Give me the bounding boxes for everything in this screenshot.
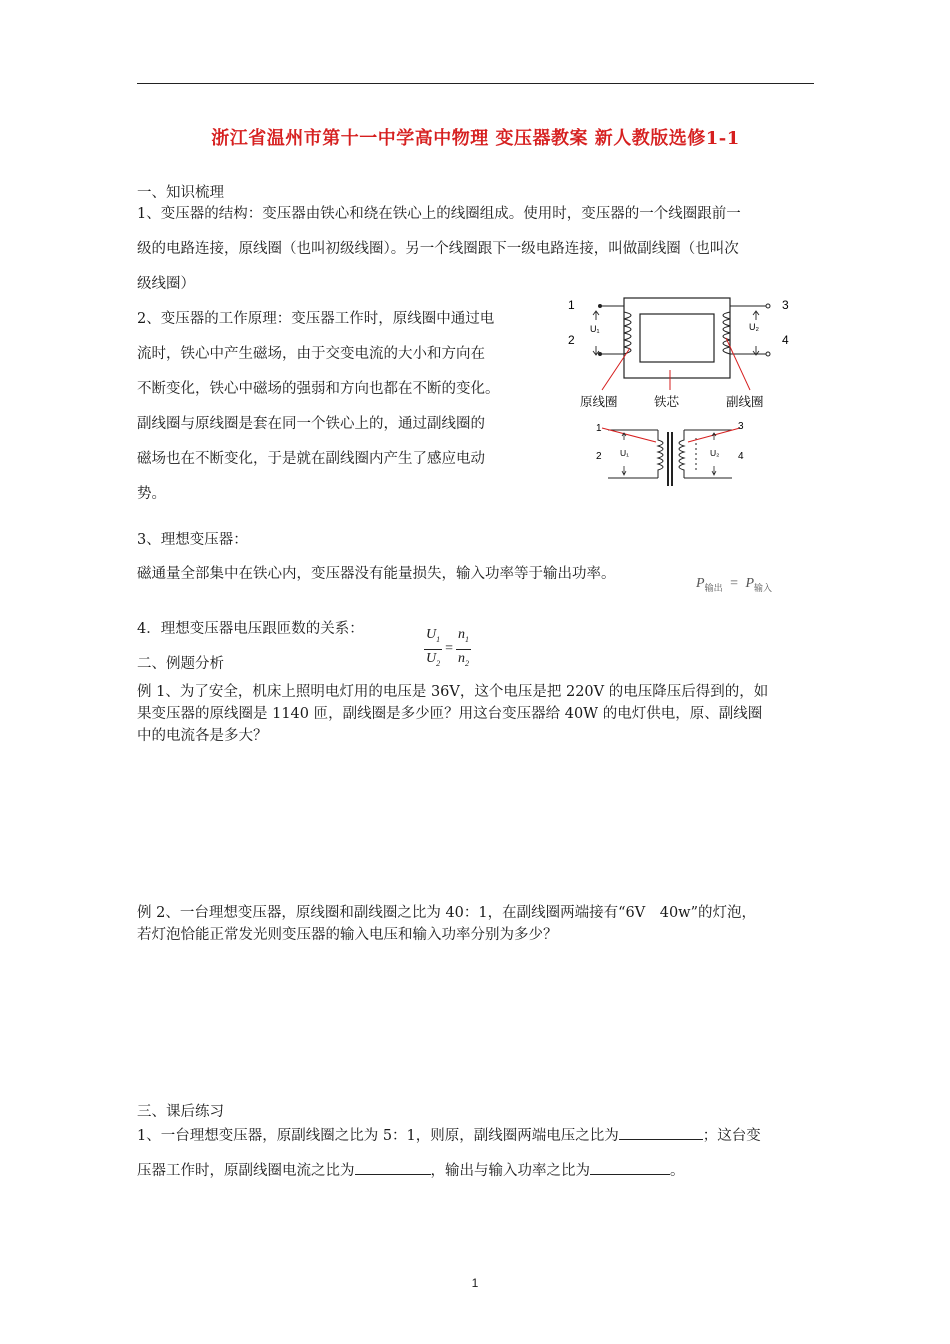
text-line: 1、变压器的结构：变压器由铁心和绕在铁心上的线圈组成。使用时，变压器的一个线圈跟前一: [137, 206, 741, 222]
voltage-label-u2: U₂: [749, 322, 759, 332]
exercise-text: 压器工作时，原副线圈电流之比为: [137, 1163, 355, 1179]
section-heading-examples: 二、例题分析: [137, 656, 224, 672]
ideal-transformer-text: 磁通量全部集中在铁心内，变压器没有能量损失，输入功率等于输出功率。: [137, 566, 616, 582]
terminal-label-2: 2: [568, 333, 575, 347]
eq-symbol: n: [458, 650, 466, 666]
eq-sign: =: [445, 641, 454, 657]
terminal-4-dot: [766, 352, 770, 356]
schematic-terminal-1: 1: [596, 423, 602, 434]
exercise-text: ，输出与输入功率之比为: [430, 1163, 590, 1179]
exercise-1: [137, 1119, 827, 1189]
voltage-turns-relation: 4．理想变压器电压跟匝数的关系：: [137, 621, 364, 637]
primary-coil: [600, 306, 631, 354]
terminal-label-1: 1: [568, 298, 575, 312]
document-title: 浙江省温州市第十一中学高中物理 变压器教案 新人教版选修1-1: [211, 128, 740, 149]
label-primary-coil: 原线圈: [580, 395, 618, 409]
answer-blank-voltage-ratio[interactable]: [619, 1125, 703, 1140]
example-2: [137, 902, 827, 946]
text-line: 若灯泡恰能正常发光则变压器的输入电压和输入功率分别为多少？: [137, 927, 558, 943]
eq-subscript: 2: [436, 658, 441, 668]
paragraph-structure: [137, 197, 827, 302]
text-line: 副线圈与原线圈是套在同一个铁心上的，通过副线圈的: [137, 416, 485, 432]
text-line: 流时，铁心中产生磁场，由于交变电流的大小和方向在: [137, 346, 485, 362]
fraction-voltage: [424, 626, 442, 673]
text-line: [137, 1119, 827, 1154]
terminal-label-3: 3: [782, 298, 789, 312]
eq-subscript: 输入: [754, 582, 773, 593]
eq-sign: =: [730, 576, 738, 591]
schematic-terminal-2: 2: [596, 451, 602, 462]
schematic-voltage-u2: U₂: [710, 448, 720, 458]
text-line: 磁场也在不断变化，于是就在副线圈内产生了感应电动: [137, 451, 485, 467]
eq-symbol: P: [696, 576, 705, 591]
eq-symbol: n: [458, 627, 466, 642]
ideal-transformer-heading: 3、理想变压器：: [137, 532, 248, 548]
text-line: 例 2、一台理想变压器，原线圈和副线圈之比为 40：1，在副线圈两端接有“6V 40w”的灯泡，: [137, 905, 757, 921]
terminal-1-dot: [598, 304, 602, 308]
text-line: 例 1、为了安全，机床上照明电灯用的电压是 36V，这个电压是把 220V 的电压降压后得到的，如: [137, 684, 769, 700]
eq-subscript: 2: [465, 658, 470, 668]
eq-symbol: U: [426, 650, 437, 666]
ratio-equation: [424, 626, 471, 673]
eq-subscript: 1: [436, 634, 441, 644]
terminal-2-dot: [598, 352, 602, 356]
label-iron-core: 铁芯: [654, 395, 680, 409]
paragraph-principle: [137, 302, 567, 512]
schematic-terminal-4: 4: [738, 451, 744, 462]
section-heading-knowledge: 一、知识梳理: [137, 185, 224, 201]
eq-symbol: P: [745, 576, 755, 591]
u2-arrows: [753, 311, 759, 355]
eq-symbol: U: [426, 627, 437, 642]
schematic-voltage-u1: U₁: [620, 448, 630, 458]
transformer-schematic: [608, 430, 732, 486]
terminal-label-4: 4: [782, 333, 789, 347]
exercise-text: 。: [670, 1163, 685, 1179]
fraction-turns: [456, 626, 471, 673]
label-secondary-coil: 副线圈: [726, 395, 764, 409]
eq-subscript: 1: [465, 634, 470, 644]
voltage-label-u1: U₁: [590, 324, 600, 334]
text-line: 势。: [137, 486, 166, 502]
header-rule: [137, 83, 814, 84]
text-line: 不断变化，铁心中磁场的强弱和方向也都在不断的变化。: [137, 381, 500, 397]
text-line: 中的电流各是多大？: [137, 728, 268, 744]
page-number: 1: [471, 1276, 479, 1290]
core-inner: [640, 314, 714, 362]
answer-blank-current-ratio[interactable]: [355, 1160, 431, 1175]
text-line: [137, 1154, 827, 1189]
example-1: [137, 681, 827, 747]
exercise-text: 1、一台理想变压器，原副线圈之比为 5：1，则原，副线圈两端电压之比为: [137, 1128, 619, 1144]
text-line: 级线圈）: [137, 276, 195, 292]
exercise-text: ；这台变: [702, 1128, 761, 1144]
schematic-terminal-3: 3: [738, 421, 744, 432]
text-line: 2、变压器的工作原理：变压器工作时，原线圈中通过电: [137, 311, 495, 327]
terminal-3-dot: [766, 304, 770, 308]
answer-blank-power-ratio[interactable]: [590, 1160, 670, 1175]
text-line: 级的电路连接，原线圈（也叫初级线圈）。另一个线圈跟下一级电路连接，叫做副线圈（也叫次: [137, 241, 739, 257]
power-equation: [696, 576, 772, 594]
transformer-diagram: [560, 290, 820, 490]
text-line: 果变压器的原线圈是 1140 匝，副线圈是多少匝？用这台变压器给 40W 的电灯供电，原、副线圈: [137, 706, 763, 722]
section-heading-exercises: 三、课后练习: [137, 1104, 224, 1120]
eq-subscript: 输出: [704, 582, 723, 593]
